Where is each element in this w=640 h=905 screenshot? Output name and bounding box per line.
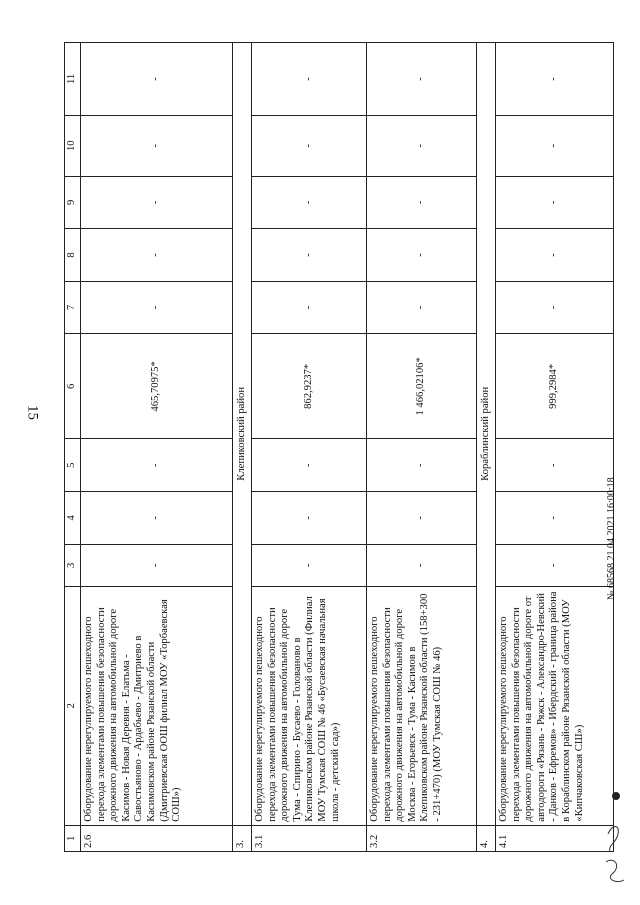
data-table xyxy=(64,42,614,852)
table-row xyxy=(367,43,477,852)
row-number: 2.6 xyxy=(81,825,233,851)
cell: - xyxy=(81,439,233,492)
cell: - xyxy=(252,281,367,334)
row-number: 4.1 xyxy=(496,825,614,851)
cell-amount: 465,70975* xyxy=(81,334,233,439)
cell: - xyxy=(367,492,477,545)
row-description: Оборудование нерегулируемого пешеходного перехода элементами повышения безопасности дорожного движения на автомобильной дороге Москва - Егорьевск - Тума - Касимов в Клепиковском районе Рязанской области (158+300 - 231+470) (МОУ Тумская СОШ № 46) xyxy=(367,587,477,826)
cell: - xyxy=(252,544,367,586)
cell: - xyxy=(81,281,233,334)
row-number: 3.1 xyxy=(252,825,367,851)
section-name: Клепиковский район xyxy=(233,43,252,826)
row-description: Оборудование нерегулируемого пешеходного перехода элементами повышения безопасности дорожного движения на автомобильной дороге Касимов - Новая Деревня - Елатьма - Савостьяново - Ардабьево - Дмитриево в Касимовском районе Рязанской области (Дмитриевская ООШ филиал МОУ «Торбаевская СОШ») xyxy=(81,587,233,826)
row-description: Оборудование нерегулируемого пешеходного перехода элементами повышения безопасности дорожного движения на автомобильной дороге Тума - Спирино - Бусаево - Голованово в Клепиковском районе Рязанской области (Филиал МОУ Тумская СОШ № 46 «Бусаевская начальная школа - детский сад») xyxy=(252,587,367,826)
col-num: 10 xyxy=(65,115,81,176)
page-number: 15 xyxy=(24,405,41,420)
registration-stamp: № 68568 21.04.2021 16:00:18 xyxy=(606,477,617,600)
table-row xyxy=(252,43,367,852)
col-num: 2 xyxy=(65,587,81,826)
section-row xyxy=(233,43,252,852)
col-num: 11 xyxy=(65,43,81,116)
registration-stamp-graphic xyxy=(598,684,638,894)
cell: - xyxy=(496,492,614,545)
section-number: 4. xyxy=(477,825,496,851)
section-name: Кораблинский район xyxy=(477,43,496,826)
cell: - xyxy=(81,43,233,116)
cell: - xyxy=(252,115,367,176)
cell: - xyxy=(81,492,233,545)
cell: - xyxy=(367,43,477,116)
col-num: 9 xyxy=(65,176,81,229)
cell: - xyxy=(252,176,367,229)
col-num: 7 xyxy=(65,281,81,334)
cell: - xyxy=(496,229,614,282)
cell: - xyxy=(81,176,233,229)
cell: - xyxy=(496,43,614,116)
cell-amount: 862,9237* xyxy=(252,334,367,439)
cell: - xyxy=(81,229,233,282)
cell: - xyxy=(496,176,614,229)
row-description: Оборудование нерегулируемого пешеходного перехода элементами повышения безопасности дорожного движения на автомобильной дороге от автодороги «Рязань - Ряжск - Александро-Невский - Данков - Ефремов» - Ибердский - граница района в Кораблинском районе Рязанской области (МОУ «Кипчаковская СШ») xyxy=(496,587,614,826)
cell: - xyxy=(367,229,477,282)
cell: - xyxy=(252,43,367,116)
cell-amount: 1 466,02106* xyxy=(367,334,477,439)
col-num: 4 xyxy=(65,492,81,545)
cell: - xyxy=(496,281,614,334)
cell: - xyxy=(496,439,614,492)
col-num: 6 xyxy=(65,334,81,439)
col-num: 5 xyxy=(65,439,81,492)
cell: - xyxy=(367,176,477,229)
cell: - xyxy=(367,281,477,334)
cell: - xyxy=(496,544,614,586)
column-number-row xyxy=(65,43,81,852)
table-row xyxy=(81,43,233,852)
cell: - xyxy=(81,544,233,586)
cell: - xyxy=(496,115,614,176)
cell: - xyxy=(367,115,477,176)
row-number: 3.2 xyxy=(367,825,477,851)
col-num: 1 xyxy=(65,825,81,851)
cell: - xyxy=(81,115,233,176)
cell: - xyxy=(252,229,367,282)
cell: - xyxy=(252,492,367,545)
cell: - xyxy=(367,439,477,492)
rotated-table-container xyxy=(64,42,614,852)
section-number: 3. xyxy=(233,825,252,851)
cell: - xyxy=(367,544,477,586)
cell-amount: 999,2984* xyxy=(496,334,614,439)
col-num: 8 xyxy=(65,229,81,282)
table-row xyxy=(496,43,614,852)
cell: - xyxy=(252,439,367,492)
section-row xyxy=(477,43,496,852)
col-num: 3 xyxy=(65,544,81,586)
